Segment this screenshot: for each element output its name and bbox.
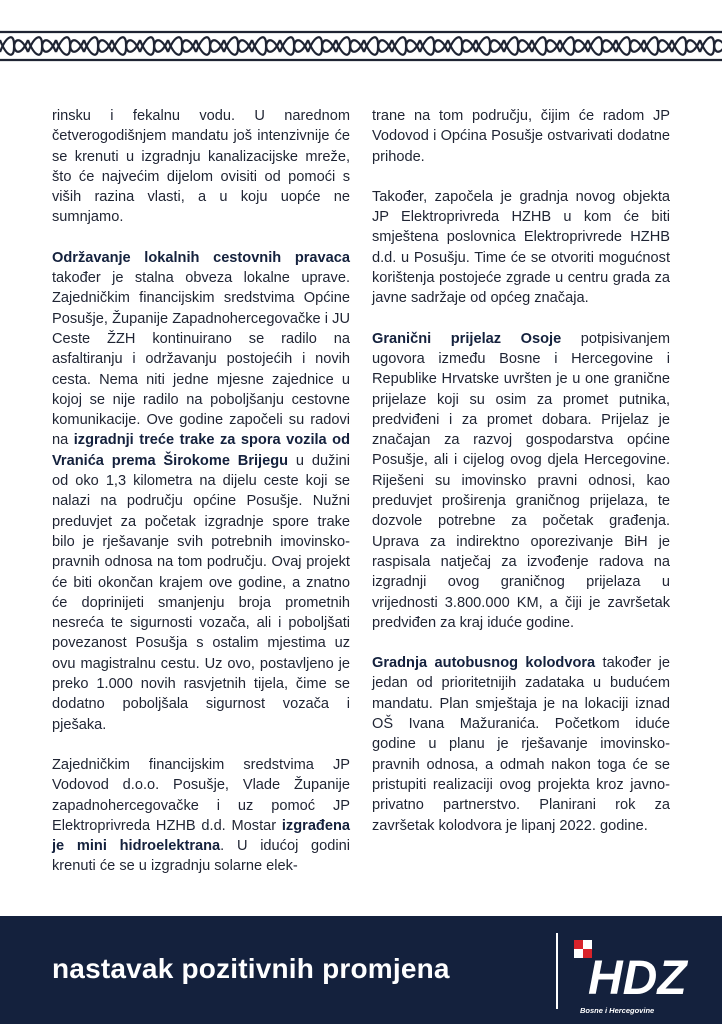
bold-phrase: Održavanje lokalnih cestovnih pravaca (52, 249, 350, 266)
text-run: Zajedničkim financijskim sredstvima JP Vodovod d.o.o. Posušje, Vlade Županije zapadnohercegovačke i uz pomoć JP Elektroprivreda HZHB d.d. Mostar (52, 756, 350, 834)
text-run: također je jedan od prioritetnijih zadataka u budućem mandatu. Plan smještaja je na lokaciji iznad OŠ Ivana Mažuranića. Početkom iduće godine u planu je rješavanje imovinsko-pravnih odnosa, a odmah nakon toga će se pristupiti realizaciji ovog projekta kroz javno-privatno partnerstvo. Planirani rok za završetak kolodvora je lipanj 2022. godine. (372, 655, 670, 834)
paragraph (372, 187, 670, 309)
logo-text: HDZ (588, 952, 687, 1005)
decorative-border-band (0, 30, 722, 62)
paragraph (372, 329, 670, 633)
text-run: . U idućoj godini krenuti će se u izgradnju solarne elek- (52, 838, 350, 875)
bold-phrase: Granični prijelaz Osoje (372, 330, 562, 347)
logo-subtext: Bosne i Hercegovine (580, 1006, 655, 1015)
text-run: Također, započela je gradnja novog objekta JP Elektroprivreda HZHB u kom će biti smještena poslovnica Elektroprivrede HZHB d.d. u Posušju. Time će se otvoriti mogućnost korištenja postojeće zgrade u centru grada za javne sadržaje od općeg značaja. (372, 188, 670, 307)
paragraph (52, 248, 350, 735)
bold-phrase: Gradnja autobusnog kolodvora (372, 655, 596, 672)
paragraph (372, 653, 670, 836)
paragraph (52, 755, 350, 877)
bold-phrase: izgradnji treće trake za spora vozila od Vranića prema Širokome Brijegu (52, 432, 350, 469)
footer-slogan: nastavak pozitivnih promjena (52, 953, 450, 984)
text-run: rinsku i fekalnu vodu. U narednom četverogodišnjem mandatu još intenzivnije će se krenuti u izgradnju kanalizacijske mreže, što će najvećim dijelom ovisiti od pomoći s viših razina vlasti, a u koju uopće ne sumnjamo. (52, 108, 350, 226)
bold-phrase: izgrađena je mini hidroelektrana (52, 817, 350, 855)
hdz-logo (572, 936, 696, 1006)
paragraph (52, 106, 350, 228)
text-run: potpisivanjem ugovora između Bosne i Hercegovine i Republike Hrvatske uvršten je u one granične prijelaze koji su osim za promet putnika, predviđeni i za promet dobara. Prijelaz je značajan za razvoj gospodarstva općine Posušje, ali i cijelog ovog djela Hercegovine. Riješeni su imovinsko pravni odnosi, kao preduvjet proširenja graničnog prijelaza, te dozvole potrebne za početak građenja. Uprava za indirektno oporezivanje BiH je raspisala natječaj za izvođenje radova na izgradnji ovog graničnog prijelaza u vrijednosti 3.800.000 KM, a čiji je završetak predviđen za kraj iduće godine. (372, 330, 670, 631)
paragraph (372, 106, 670, 167)
text-run: također je stalna obveza lokalne uprave. Zajedničkim financijskim sredstvima Općine Posušje, Županije Zapadnohercegovačke i JU Ceste ŽZH kontinuirano se radilo na asfaltiranju i održavanju postojećih i novih cesta. Nema niti jedne mjesne zajednice u kojoj se nije radilo na poboljšanju cestovne komunikacije. Ove godine započeli su radovi na (52, 270, 350, 449)
footer-divider (556, 933, 558, 1009)
text-run: trane na tom području, čijim će radom JP Vodovod i Općina Posušje ostvarivati dodatne prihode. (372, 108, 670, 165)
text-run: u dužini od oko 1,3 kilometra na dijelu ceste koji se nalazi na području općine Posušje. Nužni preduvjet za početak izgradnje spore trake bilo je rješavanje svih potrebnih imovinsko-pravnih odnosa na tom području. Ovaj projekt će biti okončan krajem ove godine, a znatno će doprinijeti smanjenju broja prometnih nesreća te sigurnosti vozača, ali i poboljšati povezanost Posušja s ostalim mjestima uz ovu magistralnu cestu. Uz ovo, postavljeno je preko 1.000 novih rasvjetnih tijela, čime se dodatno poboljšala sigurnost vozača i pješaka. (52, 452, 351, 733)
left-column (52, 106, 350, 897)
right-column (372, 106, 670, 856)
